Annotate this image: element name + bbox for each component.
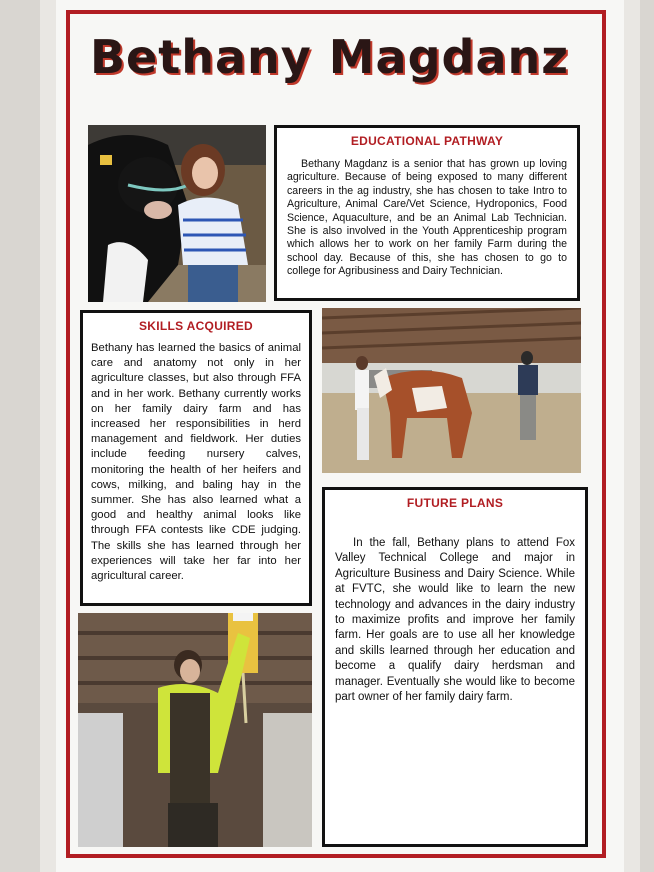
- photo-show-ring: [322, 308, 581, 473]
- educational-pathway-heading: EDUCATIONAL PATHWAY: [350, 134, 504, 148]
- future-plans-box: [322, 487, 588, 847]
- educational-pathway-text: Bethany Magdanz is a senior that has grown up loving agriculture. Because of being exposed to many different careers in the ag industry, she has chosen to take Intro to Agriculture, Animal Care/Vet Science, Hydroponics, Food Science, Aquaculture, and be an Animal Lab Technician. She is also involved in the Youth Apprenticeship program which allows her to work on her family Farm during the school day. Because of this, she has chosen to go to college for Agribusiness and Dairy Technician.: [287, 158, 567, 278]
- skills-acquired-text: Bethany has learned the basics of animal care and anatomy not only in her agriculture classes, but also through FFA and in her work. Bethany currently works on her family dairy farm and has increased her responsibilities in herd management and fieldwork. Her duties include feeding nursery calves, monitoring the health of her heifers and cows, milking, and baling hay in the summer. She has also learned what a good and healthy animal looks like through FFA contests like CDE judging. The skills she has learned through her experiences will take her far into her agricultural career.: [91, 342, 301, 583]
- skills-acquired-box: [80, 310, 312, 606]
- future-plans-text: In the fall, Bethany plans to attend Fox Valley Technical College and major in Agriculture Business and Dairy Science. While at FVTC, she would like to learn the new technology and advances in the dairy industry to maximize profits and improve her family farm. Her goals are to use all her knowledge and skills learned through her education and become a qualify dairy herdsman and manager. Eventually she would like to become part owner of her family dairy farm.: [335, 537, 575, 704]
- skills-acquired-heading: SKILLS ACQUIRED: [138, 319, 254, 333]
- educational-pathway-box: [274, 125, 580, 301]
- photo-calf-feeding: [78, 613, 312, 847]
- poster-name-title: Bethany Magdanz: [90, 30, 570, 84]
- photo-cow-portrait: [88, 125, 266, 302]
- future-plans-heading: FUTURE PLANS: [406, 496, 504, 510]
